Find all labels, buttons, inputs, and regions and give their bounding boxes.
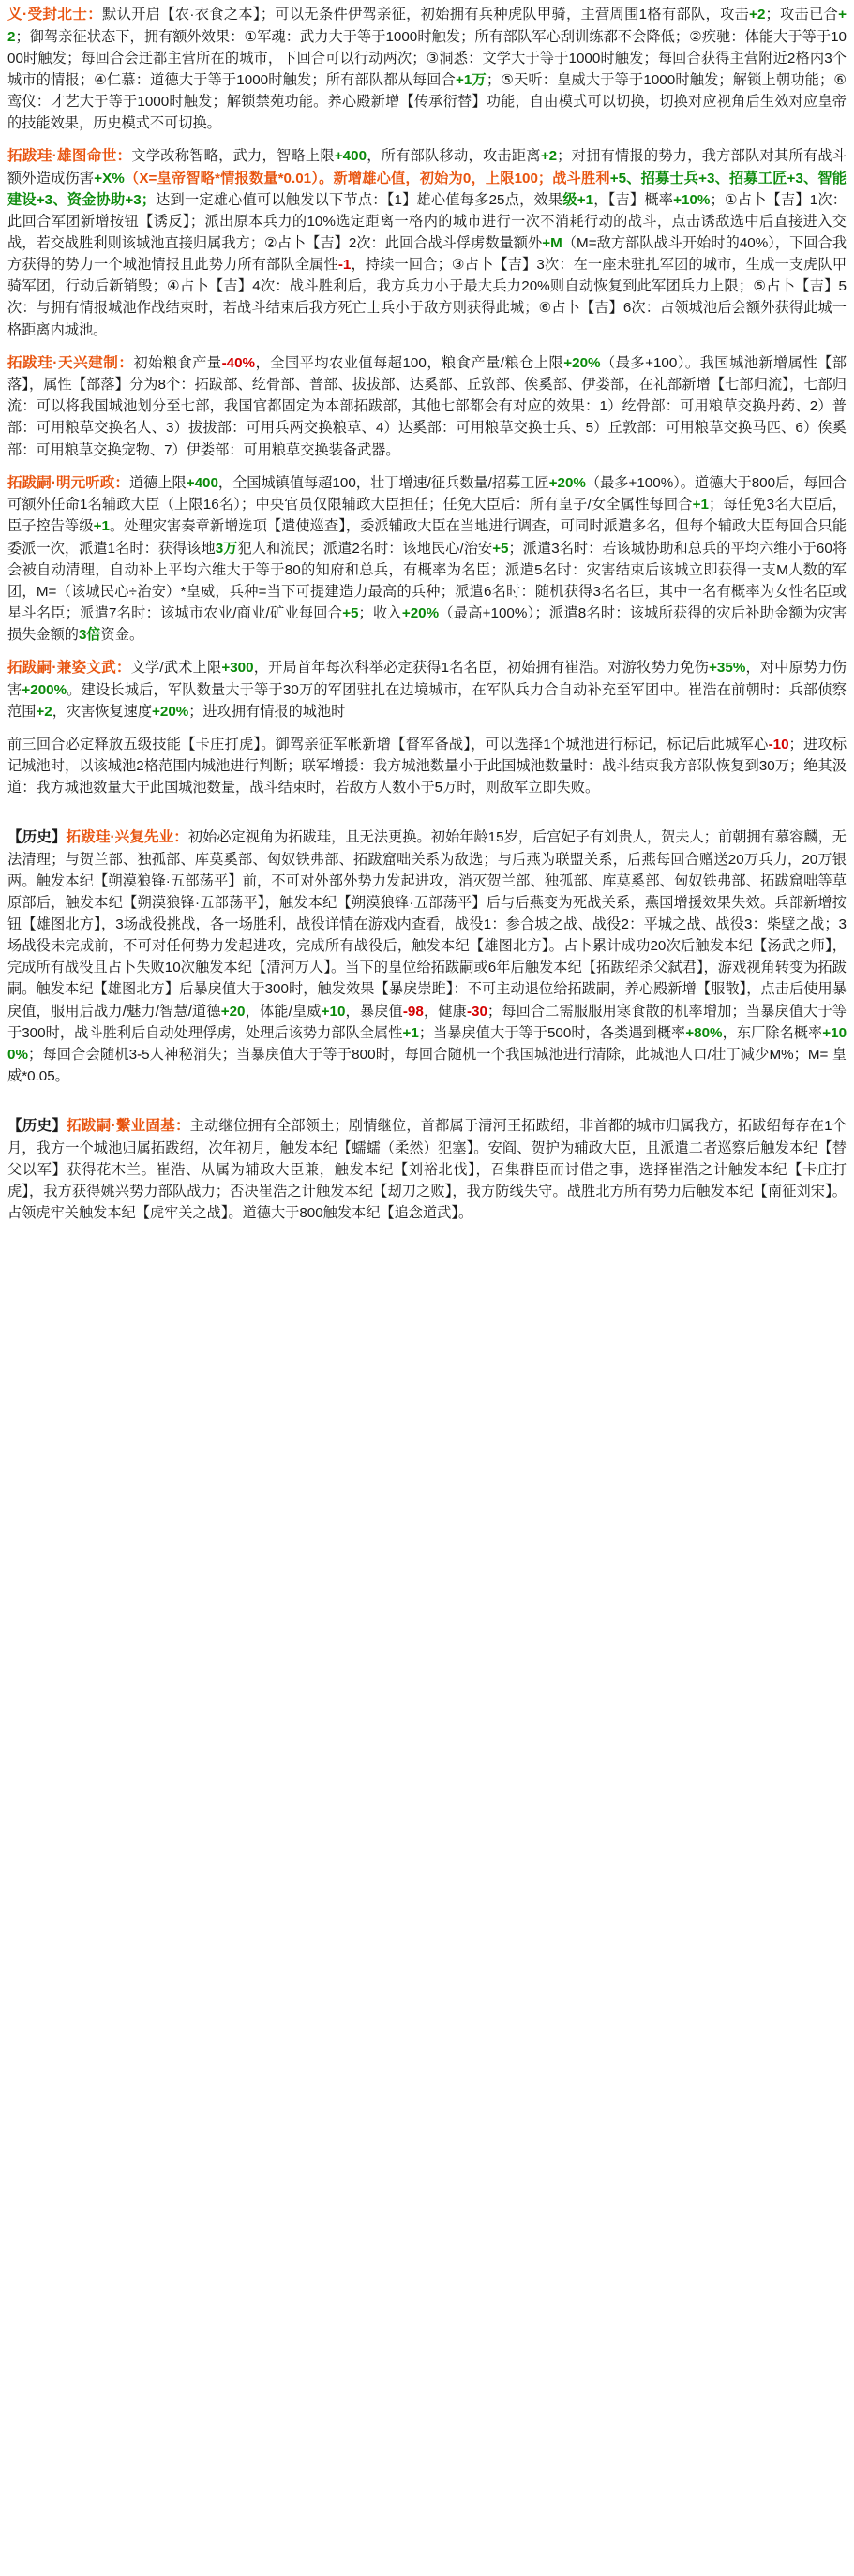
text-run: ；每任免3名大臣后，臣子控告等级 [7,497,847,535]
text-run: ，对中原势力伤害 [7,660,847,698]
section-title: 拓跋嗣·繫业固基： [67,1117,190,1134]
text-run: +1 [93,518,110,535]
text-run: +5 [492,540,509,557]
text-run: ，健康 [423,1003,467,1020]
section-spacer [7,138,847,145]
text-run: 文学/武术上限 [130,660,222,676]
text-run: ；进攻标记城池时，以该城池2格范围内城池进行判断；联军增援：我方城池数量小于此国城池数量时：战斗结束我方部队恢复到30万；绝其汲道：我方城池数量大于此国城池数量，战斗结束时，若敌方人数小于5万时，则敌军立即失败。 [7,736,847,797]
text-run: ；⑤天听：皇威大于等于1000时触发；解锁上朝功能；⑥鸾仪：才艺大于等于1000时触发；解锁禁苑功能。养心殿新增【传承衍替】功能，自由模式可以切换，切换对应视角后生效对应皇帝的技能效果，历史模式不可切换。 [7,71,847,132]
section-spacer [7,649,847,657]
text-run: +100% [7,1024,847,1063]
text-run: 默认开启【农·衣食之本】；可以无条件伊驾亲征，初始拥有兵种虎队甲骑，主营周围1格有部队，攻击 [102,7,750,22]
text-run: 3倍 [78,626,101,643]
text-run: +2 [749,7,766,22]
text-run: 级+1 [562,191,594,208]
text-run: （最多+100%）。道德大于800后，每回合可额外任命1名辅政大臣（上限16名）；中央官员仅限辅政大臣担任；任免大臣后：所有皇子/女全属性每回合 [7,474,847,514]
text-run: +20% [548,474,586,491]
text-run: ；当暴戾值大于等于500时，各类遇到概率 [418,1024,686,1041]
text-run: 文学改称智略，武力，智略上限 [131,148,335,165]
text-run: 。处理灾害奏章新增选项【遣使巡查】，委派辅政大臣在当地进行调查，可同时派遣多名，但每个辅政大臣每回合只能委派一次，派遣1名时：获得该地 [7,518,847,557]
text-run: 。建设长城后，军队数量大于等于30万的军团驻扎在边境城市，在军队兵力合自动补充至军团中。崔浩在前朝时：兵部侦察范围 [7,681,847,720]
section-title: 拓跋嗣·兼姿文武： [7,660,131,676]
text-run: +2 [540,148,558,165]
text-run: （M=敌方部队战斗开始时的40%），下回合我方获得的势力一个城池情报且此势力所有部队全属性 [7,235,847,274]
section-title-prefix: 【历史】 [7,1117,67,1134]
text-run: +M [542,235,562,252]
section-spacer [7,1091,847,1115]
text-run: ，东厂除名概率 [722,1024,823,1041]
text-run: +300 [221,660,254,676]
text-run: -1 [337,257,352,274]
text-run: ；对拥有情报的势力，我方部队对其所有战斗额外造成伤害 [7,148,847,186]
section-title-prefix: 【历史】 [7,829,67,846]
text-run: +400 [186,474,218,491]
text-run: +20 [220,1003,246,1020]
text-run: ，全国平均农业值每超100，粮食产量/粮仓上限 [255,354,564,371]
text-run: +5、招募士兵+3、招募工匠+3、智能建设+3、资金协助+3； [7,170,847,208]
text-run: ，体能/皇威 [245,1003,322,1020]
text-run: ，持续一回合；③占卜【吉】3次：在一座未驻扎军团的城市，生成一支虎队甲骑军团，行动后新销毁；④占卜【吉】4次：战斗胜利后，我方兵力小于最大兵力20%则自动恢复到此军团兵力上限；⑤占卜【吉】5次：与拥有情报城池作战结束时，若战斗结束后我方死亡士兵小于敌方则获得此城；⑥占卜【吉】6次：占领城池后会额外获得此城一格距离内城池。 [7,257,847,338]
section-spacer [7,726,847,734]
text-run: +1 [692,497,709,514]
text-run: +10 [321,1003,346,1020]
text-run: ，开局首年每次科举必定获得1名名臣，初始拥有崔浩。对游牧势力免伤 [253,660,710,676]
text-run: +5 [342,604,359,621]
text-run: ；每回合会随机3-5人神秘消失；当暴戾值大于等于800时，每回合随机一个我国城池进行清除，此城池人口/壮丁减少M%；M= 皇威*0.05。 [7,1046,847,1084]
text-run: ；攻击已合 [765,7,839,22]
text-run: ；每回合二需服服用寒食散的机率增加；当暴戾值大于等于300时，战斗胜利后自动处理俘虏，处理后该势力部队全属性 [7,1003,847,1041]
text-run: ，暴戾值 [345,1003,403,1020]
text-run: 前三回合必定释放五级技能【卡庄打虎】。御驾亲征军帐新增【督军备战】，可以选择1个城池进行标记，标记后此城军心 [7,736,769,752]
section-spacer [7,802,847,826]
text-run: +80% [685,1024,723,1041]
paragraph-cui-hao-extra [7,734,847,798]
text-run: （最多+100）。我国城池新增属性【部落】，属性【部落】分为8个：拓跋部、纥骨部、普部、拔拔部、达奚部、丘敦部、俟奚部、伊娄部，在礼部新增【七部归流】，七部归流：可以将我国城池划分至七部，我国官都固定为本部拓跋部，其他七部都会有对应的效果：1）纥骨部：可用粮草交换丹药、2）普部：可用粮草交换名人、3）拔拔部：可用兵两交换粮草、4）达奚部：可用粮草交换士兵、5）丘敦部：可用粮草交换马匹、6）俟奚部：可用粮草交换宠物、7）伊娄部：可用粮草交换装备武器。 [7,354,847,458]
title-tian-xing-jian-zhi [7,352,847,461]
text-run: +X% [94,170,125,186]
text-run: -98 [402,1003,424,1020]
title-ming-yuan-ting-zheng [7,472,847,646]
text-run: 达到一定雄心值可以触发以下节点：【1】雄心值每多25点，效果 [155,191,563,208]
text-run: +1万 [456,71,487,88]
text-run: 资金。 [100,626,144,643]
title-hist-ji-ye-gu-ji [7,1115,847,1224]
text-run: +20% [563,354,601,371]
title-xiong-tu-ming-shi [7,145,847,340]
text-run: 初始必定视角为拓跋珪，且无法更换。初始年龄15岁，后宫妃子有刘贵人，贺夫人；前朝拥有慕容麟，无法清理；与贺兰部、独孤部、库莫奚部、匈奴铁弗部、拓跋窟咄关系为敌选；与后燕为联盟关系，后燕每回合赠送20万兵力，20万银两。触发本纪【朔漠狼锋·五部荡平】前，不可对外部外势力发起进攻，消灭贺兰部、独孤部、库莫奚部、匈奴铁弗部、拓跋窟咄等草原部后，触发本纪【朔漠狼锋·五部荡平】，触发本纪【朔漠狼锋·五部荡平】后与后燕变为死战关系，燕国增援效果失效。兵部新增按钮【雄图北方】，3场战役挑战，各一场胜利，战役详情在游戏内查看，战役1：参合坡之战、战役2：平城之战、战役3：柴壁之战；3场战役未完成前，不可对任何势力发起进攻，完成所有战役后，触发本纪【雄图北方】。占卜累计成功20次后触发本纪【汤武之师】，完成所有战役且占卜失败10次触发本纪【清河万人】。当下的皇位给拓跋嗣或6年后触发本纪【拓跋绍杀父弑君】，游戏视角转变为拓跋嗣。触发本纪【雄图北方】后暴戾值大于300时，触发效果【暴戾崇雎】：不可主动退位给拓跋嗣，养心殿新增【服散】，点击后使用暴戾值，服用后战力/魅力/智慧/道德 [7,829,847,1020]
text-run: （X=皇帝智略*情报数量*0.01）。新增雄心值，初始为0，上限100；战斗胜利 [124,170,610,186]
text-run: -30 [466,1003,487,1020]
text-run: ；进攻拥有情报的城池时 [188,703,346,720]
section-title: 拓跋嗣·明元听政： [7,474,129,491]
text-run: -10 [768,736,789,752]
text-run: +400 [334,148,367,165]
text-run: 初始粮食产量 [133,354,222,371]
text-run: （最高+100%）；派遣8名时：该城所获得的灾后补助金额为灾害损失金额的 [7,604,847,643]
text-run: 道德上限 [128,474,187,491]
title-hist-xing-fu-xian-ye [7,826,847,1087]
text-run: ；收入 [358,604,402,621]
text-run: +1 [402,1024,419,1041]
text-run: ，所有部队移动，攻击距离 [367,148,541,165]
section-spacer [7,345,847,352]
document-content [7,4,847,1235]
text-run: ；御驾亲征状态下，拥有额外效果：①军魂：武力大于等于1000时触发；所有部队军心刮训练都不会降低；②疾驰：体能大于等于1000时触发；每回合会迁都主营所在的城市，下回合可以行动两次；③洞悉：文学大于等于1000时触发；每回合获得主营附近2格内3个城市的情报；④仁慕：道德大于等于1000时触发；所有部队都从每回合 [7,28,847,88]
section-spacer [7,465,847,472]
text-run: 犯人和流民；派遣2名时：该地民心/治安 [237,540,493,557]
text-run: +2 [7,7,847,45]
section-title: 拓跋珪·兴复先业： [66,829,188,846]
text-run: ；①占卜【吉】1次：此回合军团新增按钮【诱反】；派出原本兵力的10%选定距离一格内的城市进行一次不消耗行动的战斗，点击诱敌选中后直接进入交战，若交战胜利则该城池直接归属我方；②占卜【吉】2次：此回合战斗俘虏数量额外 [7,191,847,252]
text-run: 主动继位拥有全部领土；剧情继位，首都属于清河王拓跋绍，非首都的城市归属我方，拓跋绍每存在1个月，我方一个城池归属拓跋绍，次年初月，触发本纪【蠕蠕（柔然）犯塞】。安阎、贺护为辅政大臣，且派遣二者巡察后触发本纪【替父以军】获得花木兰。崔浩、从属为辅政大臣兼，触发本纪【刘裕北伐】，召集群臣而讨借之事，选择崔浩之计触发本纪【卡庄打虎】，我方获得姚兴势力部队战力；否决崔浩之计触发本纪【刼刀之败】，我方防线失守。战胜北方所有势力后触发本纪【南征刘宋】。占领虎牢关触发本纪【虎牢关之战】。道德大于800触发本纪【追念道武】。 [7,1117,847,1221]
text-run: 3万 [215,540,238,557]
text-run: ，全国城镇值每超100，壮丁增速/征兵数量/招募工匠 [217,474,549,491]
section-spacer [7,1228,847,1235]
section-title: 义·受封北士： [7,7,103,22]
section-title: 拓跋珪·天兴建制： [7,354,134,371]
text-run: +200% [22,681,67,698]
text-run: ，【吉】概率 [593,191,674,208]
text-run: +10% [673,191,711,208]
text-run: +20% [401,604,440,621]
text-run: +35% [709,660,746,676]
text-run: ，灾害恢复速度 [52,703,153,720]
title-jian-zi-wen-wu [7,657,847,722]
text-run: -40% [221,354,256,371]
section-title: 拓跋珪·雄图命世： [7,148,132,165]
text-run: +20% [152,703,189,720]
text-run: ；派遣3名时：若该城协助和总兵的平均六维小于60将会被自动清理，自动补上平均六维大于等于80的知府和总兵，有概率为名臣；派遣5名时：灾害结束后该城立即获得一支M人数的军团，M=（该城民心÷治安）*皇威，兵种=当下可提建造力最高的兵种；派遣6名时：随机获得3名名臣，其中一名有概率为女性名臣或星斗名臣；派遣7名时：该城市农业/商业/矿业每回合 [7,540,847,621]
text-run: +2 [36,703,52,720]
document-page [0,0,854,1248]
title-shou-feng-bei-shi [7,4,847,134]
